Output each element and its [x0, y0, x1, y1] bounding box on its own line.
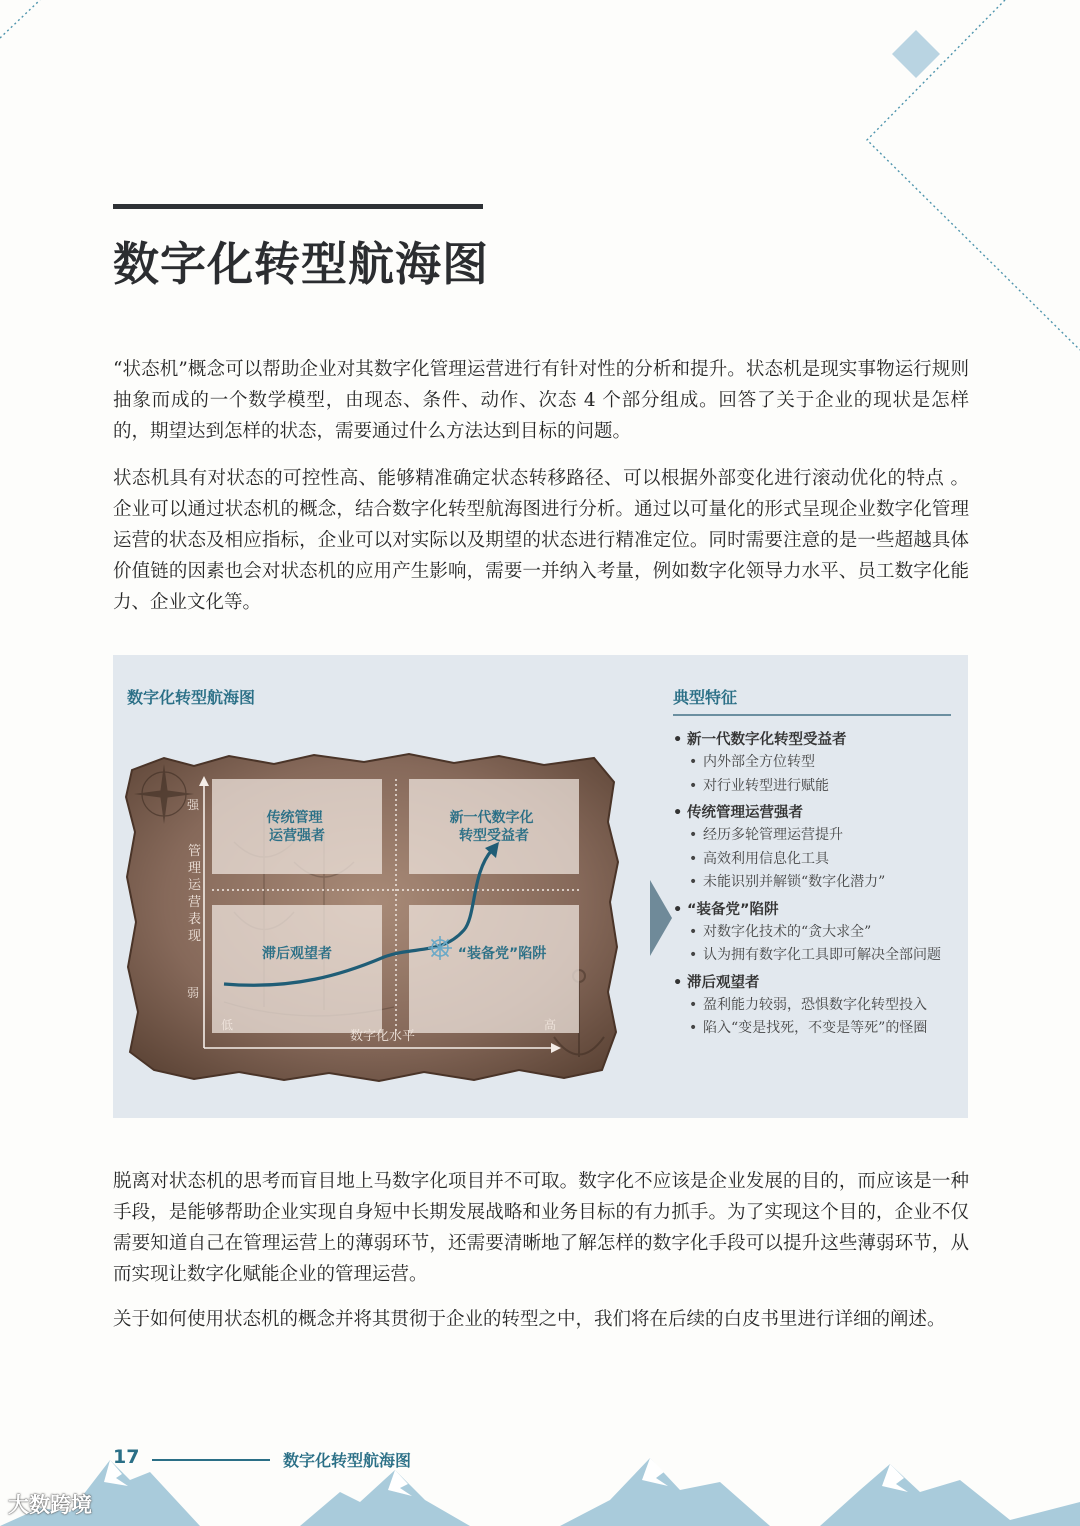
footer-section-title: 数字化转型航海图	[283, 1451, 412, 1470]
feature-item: • 盈利能力较弱，恐惧数字化转型投入	[689, 994, 963, 1018]
body-paragraph: 脱离对状态机的思考而盲目地上马数字化项目并不可取。数字化不应该是企业发展的目的，而应该是一种手段，是能够帮助企业实现自身短中长期发展战略和业务目标的有力抓手。为了实现这个目的，企业不仅需要知道自己在管理运营上的薄弱环节，还需要清晰地了解怎样的数字化手段可以提升这些薄弱环节，从而实现让数字化赋能企业的管理运营。	[113, 1171, 969, 1285]
quadrant-label-top-right: 新一代数字化 转型受益者	[449, 810, 534, 844]
feature-heading: 传统管理运营强者	[687, 805, 803, 821]
figure-panel	[113, 655, 968, 1118]
corner-decoration	[0, 0, 1080, 360]
y-axis-char: 管	[188, 844, 202, 859]
bullet-icon: •	[673, 901, 683, 918]
body-paragraph: 状态机具有对状态的可控性高、能够精准确定状态转移路径、可以根据外部变化进行滚动优化的特点 。企业可以通过状态机的概念，结合数字化转型航海图进行分析。通过以可量化的形式呈现企业数字化管理运营的状态及相应指标，企业可以对实际以及期望的状态进行精准定位。同时需要注意的是一些超越具体价值链的因素也会对状态机的应用产生影响，需要一并纳入考量，例如数字化领导力水平、员工数字化能力、企业文化等。	[113, 468, 969, 613]
diamond-icon	[892, 30, 940, 78]
feature-item: • 陷入“变是找死，不变是等死”的怪圈	[689, 1017, 963, 1041]
quadrant-label-top-left: 传统管理 运营强者	[266, 810, 325, 844]
bullet-icon: •	[673, 732, 683, 748]
body-paragraph: 关于如何使用状态机的概念并将其贯彻于企业的转型之中，我们将在后续的白皮书里进行详细的阐述。	[113, 1309, 946, 1330]
quadrant-bottom-right	[409, 905, 579, 1033]
feature-item: • 经历多轮管理运营提升	[689, 824, 963, 848]
navigation-map	[124, 752, 619, 1082]
feature-heading: “装备党”陷阱	[687, 901, 779, 918]
quadrant-top-left	[212, 779, 382, 874]
feature-heading: 滞后观望者	[687, 974, 760, 991]
y-axis-char: 现	[188, 929, 202, 944]
feature-group	[673, 802, 963, 895]
ship-wheel-icon	[428, 936, 452, 960]
x-axis-label: 数字化水平	[350, 1029, 416, 1044]
y-high-label: 强	[187, 798, 200, 812]
bullet-icon: •	[689, 947, 698, 963]
quadrant-top-right	[409, 779, 579, 874]
page-number: 17	[113, 1446, 140, 1468]
y-axis-char: 营	[188, 895, 202, 910]
quadrant-label-bottom-right: “装备党”陷阱	[457, 946, 547, 962]
bullet-icon: •	[689, 996, 698, 1013]
y-axis-char: 表	[188, 912, 202, 927]
feature-item: • 对数字化技术的“贪大求全”	[689, 921, 963, 945]
feature-heading: 新一代数字化转型受益者	[687, 732, 847, 748]
triangle-arrow-icon	[650, 880, 674, 956]
title-rule	[113, 204, 483, 209]
bullet-icon: •	[673, 805, 683, 821]
feature-group	[673, 972, 963, 1041]
feature-item: • 高效利用信息化工具	[689, 848, 963, 872]
footer-rule	[152, 1459, 270, 1461]
x-low-label: 低	[221, 1018, 234, 1032]
bullet-icon: •	[689, 923, 698, 940]
bullet-icon: •	[689, 777, 698, 794]
feature-item: • 内外部全方位转型	[689, 751, 963, 775]
figure-title: 数字化转型航海图	[127, 688, 256, 707]
y-axis-char: 运	[188, 878, 202, 893]
y-axis-char: 理	[188, 861, 202, 876]
features-title: 典型特征	[673, 688, 738, 707]
bullet-icon: •	[673, 974, 683, 991]
bullet-icon: •	[689, 874, 698, 890]
feature-item: • 认为拥有数字化工具即可解决全部问题	[689, 944, 963, 968]
watermark: 大数跨境	[8, 1493, 92, 1517]
features-list	[673, 725, 963, 1041]
bullet-icon: •	[689, 850, 698, 867]
quadrant-label-bottom-left: 滞后观望者	[262, 946, 332, 962]
feature-group	[673, 899, 963, 968]
features-rule	[673, 714, 951, 716]
mountain-decoration	[0, 1430, 1080, 1526]
bullet-icon: •	[689, 1020, 698, 1036]
feature-group	[673, 729, 963, 798]
y-low-label: 弱	[187, 986, 200, 1000]
bullet-icon: •	[689, 827, 698, 843]
feature-item: • 对行业转型进行赋能	[689, 775, 963, 799]
body-paragraph: “状态机”概念可以帮助企业对其数字化管理运营进行有针对性的分析和提升。状态机是现实事物运行规则抽象而成的一个数学模型，由现态、条件、动作、次态 4 个部分组成。回答了关于企业的现状是怎样的，期望达到怎样的状态，需要通过什么方法达到目标的问题。	[113, 359, 969, 442]
page-title: 数字化转型航海图	[113, 237, 489, 291]
feature-item: • 未能识别并解锁“数字化潜力”	[689, 871, 963, 895]
x-high-label: 高	[544, 1018, 557, 1032]
bullet-icon: •	[689, 754, 698, 770]
